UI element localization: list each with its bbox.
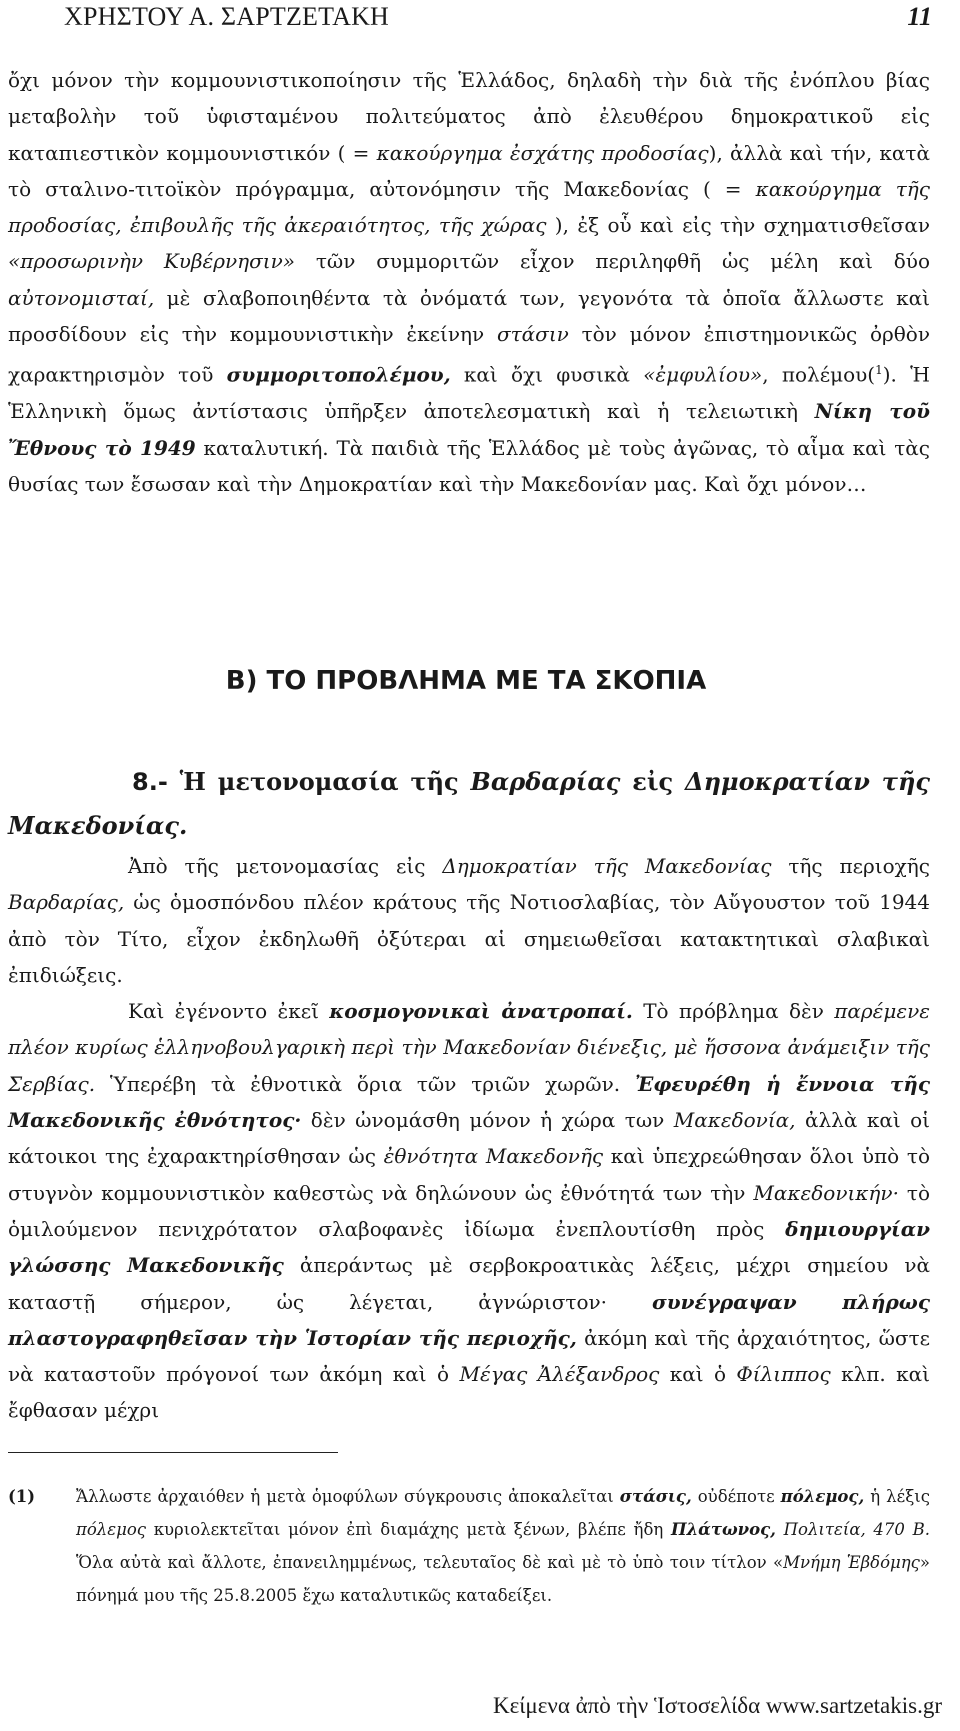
text-run-italic: κακούργημα τῆς προδοσίας, ἐπιβουλῆς τῆς ἀκεραιότητος, τῆς χώρας: [8, 176, 930, 238]
text-run: » πόνημά μου τῆς 25.8.2005 ἔχω καταλυτικῶς καταδείξει.: [76, 1553, 930, 1605]
text-run-italic: Μέγας Ἀλέξανδρος: [459, 1362, 660, 1387]
text-run: Καὶ ἐγένοντο ἐκεῖ: [128, 999, 330, 1024]
text-run-bold-italic: κοσμογονικαὶ ἀνατροπαί.: [329, 999, 633, 1024]
text-run-italic: «προσωρινὴν Κυβέρνησιν»: [8, 249, 296, 274]
text-run: τῶν συμμοριτῶν εἶχον περιληφθῆ ὡς μέλη καὶ δύο: [295, 249, 931, 274]
text-run: [776, 1520, 784, 1539]
text-run: ), ἀλλὰ καὶ τήν, κατὰ τὸ σταλινο-τιτοϊκὸν πρόγραμμα, αὐτονόμησιν τῆς Μακεδονίας ( =: [8, 140, 930, 201]
text-run-italic: ἐθνότητα Μακεδονῆς: [383, 1144, 604, 1169]
section-number: 8.-: [132, 768, 168, 796]
footnote-text: [8, 1480, 930, 1612]
footnote-ref[interactable]: 1: [875, 363, 883, 378]
text-run: κλπ. καὶ ἔφθασαν μέχρι: [8, 1362, 930, 1423]
text-run-italic: Βαρδαρίας,: [8, 890, 125, 915]
text-run-italic: κακούργημα ἐσχάτης προδοσίας: [376, 140, 709, 165]
text-run-italic: Μακεδονία,: [673, 1108, 796, 1133]
text-run-italic: πόλεμος: [76, 1520, 146, 1539]
text-run-bold-italic: δημιουργίαν γλώσσης Μακεδονικῆς: [8, 1216, 930, 1278]
text-run-bold-italic: συνέγραψαν πλήρως πλαστογραφηθεῖσαν τὴν Ἱστορίαν τῆς περιοχῆς,: [8, 1289, 930, 1350]
text-run-italic: Φίλιππος: [736, 1362, 831, 1387]
text-run-italic: Πολιτεία, 470 Β.: [783, 1520, 930, 1539]
text-run-italic: Μακεδονικήν·: [753, 1180, 899, 1205]
section-heading: Β) ΤΟ ΠΡΟΒΛΗΜΑ ΜΕ ΤΑ ΣΚΟΠΙΑ: [225, 666, 707, 696]
paragraph: [8, 848, 930, 993]
title-run-italic: Δημοκρατίαν τῆς Μακεδονίας.: [8, 767, 931, 840]
text-run: , πολέμου(: [762, 363, 876, 388]
text-run: ἡ λέξις: [864, 1487, 930, 1506]
author-name: ΧΡΗΣΤΟΥ Α. ΣΑΡΤΖΕΤΑΚΗ: [64, 2, 390, 31]
footnote: [8, 1480, 930, 1612]
text-run: τὸ ὁμιλούμενον πενιχρότατον σλαβοφανὲς ἰδίωμα ἐνεπλουτίσθη πρὸς: [8, 1180, 930, 1241]
text-run: δὲν ὠνομάσθη μόνον ἡ χώρα των: [301, 1108, 674, 1133]
text-run-bold-italic: Νίκη τοῦ Ἔθνους τὸ 1949: [8, 399, 930, 460]
text-run-bold-italic: Πλάτωνος,: [670, 1520, 776, 1539]
text-run: καταλυτική. Τὰ παιδιὰ τῆς Ἑλλάδος μὲ τοὺς ἀγῶνας, τὸ αἷμα καὶ τὰς θυσίας των ἔσωσαν καὶ τὴν Δημοκρατίαν καὶ τὴν Μακεδονίαν μας. Καὶ ὄχι μόνον…: [8, 435, 930, 496]
text-run: ), ἐξ οὗ καὶ εἰς τὴν σχηματισθεῖσαν: [546, 213, 931, 238]
text-run-bold-italic: συμμοριτοπολέμου,: [226, 363, 451, 388]
text-run-bold-italic: Ἐφευρέθη ἡ ἔννοια τῆς Μακεδονικῆς ἐθνότητος·: [8, 1071, 930, 1133]
text-run: καὶ ὄχι φυσικὰ: [450, 363, 644, 388]
text-run: οὐδέποτε: [691, 1487, 781, 1506]
text-run: Ὅλα αὐτὰ καὶ ἄλλοτε, ἐπανειλημμένως, τελευταῖος δὲ καὶ μὲ τὸ ὑπὸ τοιν τίτλον «: [76, 1553, 784, 1572]
title-run-italic: Βαρδαρίας: [470, 767, 621, 796]
text-run: ἀπεράντως μὲ σερβοκροατικὰς λέξεις, μέχρι σημείου νὰ καταστῇ σήμερον, ὡς λέγεται, ἀγνώριστον·: [8, 1253, 930, 1314]
paragraph: [8, 62, 930, 502]
text-run: Ἀπὸ τῆς μετονομασίας εἰς: [128, 854, 443, 878]
continued-paragraph: [8, 62, 930, 502]
text-run: κυριολεκτεῖται μόνον ἐπὶ διαμάχης μετὰ ξένων, βλέπε ἤδη: [146, 1520, 671, 1539]
footnote-separator: [8, 1452, 338, 1453]
text-run: τὸν μόνον ἐπιστημονικῶς ὀρθὸν χαρακτηρισμὸν τοῦ: [8, 322, 930, 388]
running-header: [8, 0, 944, 36]
text-run: καὶ ὁ: [659, 1362, 737, 1387]
text-run-italic: «ἐμφυλίου»: [643, 363, 763, 388]
section-8: [8, 760, 930, 1429]
text-run: ὡς ὁμοσπόνδου πλέον κράτους τῆς Νοτιοσλαβίας, τὸν Αὔγουστον τοῦ 1944 ἀπὸ τὸν Τίτο, εἶχον ἐκδηλωθῆ ὀξύτεραι αἱ σημειωθεῖσαι κατακτητικαὶ σλαβικαὶ ἐπιδιώξεις.: [8, 890, 930, 987]
page-footer: Κείμενα ἀπὸ τὴν Ἱστοσελίδα www.sartzetakis.gr: [492, 1693, 942, 1718]
page-number: 11: [907, 2, 932, 31]
text-run-italic: Μνήμη Ἑβδόμης: [783, 1553, 920, 1572]
text-run: ἀκόμη καὶ τῆς ἀρχαιότητος, ὥστε νὰ καταστοῦν πρόγονοί των ἀκόμη καὶ ὁ: [8, 1325, 930, 1387]
text-run: ). Ἡ Ἑλληνικὴ ὅμως ἀντίστασις ὑπῆρξεν ἀποτελεσματικὴ καὶ ἡ τελειωτικὴ: [8, 363, 930, 424]
text-run-italic: Δημοκρατίαν τῆς Μακεδονίας: [442, 854, 772, 878]
text-run-bold-italic: στάσις,: [619, 1487, 692, 1506]
text-run: καὶ ὑπεχρεώθησαν ὅλοι ὑπὸ τὸ στυγνὸν κομμουνιστικὸν καθεστὼς νὰ δηλώνουν ὡς ἐθνότητά των τὴν: [8, 1144, 930, 1205]
text-run: ἀλλὰ καὶ οἱ κάτοικοι της ἐχαρακτηρίσθησαν ὡς: [8, 1108, 931, 1169]
text-run-italic: στάσιν: [496, 322, 569, 347]
title-run: εἰς: [620, 767, 685, 796]
text-run-italic: παρέμενε πλέον κυρίως ἑλληνοβουλγαρικὴ περὶ τὴν Μακεδονίαν διένεξις, μὲ ἥσσονα ἀνάμειξιν τῆς Σερβίας.: [8, 999, 930, 1096]
text-run: μὲ σλαβοποιηθέντα τὰ ὀνόματά των, γεγονότα τὰ ὁποῖα ἄλλωστε καὶ προσδίδουν εἰς τὴν κομμουνιστικὴν ἐκείνην: [8, 285, 930, 347]
footnote-marker: (1): [8, 1487, 36, 1506]
text-run: Ὑπερέβη τὰ ἐθνοτικὰ ὅρια τῶν τριῶν χωρῶν.: [95, 1071, 635, 1096]
title-run: Ἡ μετονομασία τῆς: [167, 767, 471, 796]
text-run: Ἄλλωστε ἀρχαιόθεν ἡ μετὰ ὁμοφύλων σύγκρουσις ἀποκαλεῖται: [76, 1487, 620, 1506]
text-run: τῆς περιοχῆς: [771, 854, 930, 878]
text-run: Τὸ πρόβλημα δὲν: [632, 999, 835, 1024]
text-run-italic: αὐτονομισταί,: [8, 285, 155, 310]
section-title: [8, 760, 930, 848]
paragraph: [8, 993, 930, 1429]
text-run: ὄχι μόνον τὴν κομμουνιστικοποίησιν τῆς Ἑλλάδος, δηλαδὴ τὴν διὰ τῆς ἐνόπλου βίας μεταβολὴν τοῦ ὑφισταμένου πολιτεύματος ἀπὸ ἐλευθέρου δημοκρατικοῦ εἰς καταπιεστικὸν κομμουνιστικόν ( =: [8, 68, 930, 165]
text-run-bold-italic: πόλεμος,: [780, 1487, 865, 1506]
